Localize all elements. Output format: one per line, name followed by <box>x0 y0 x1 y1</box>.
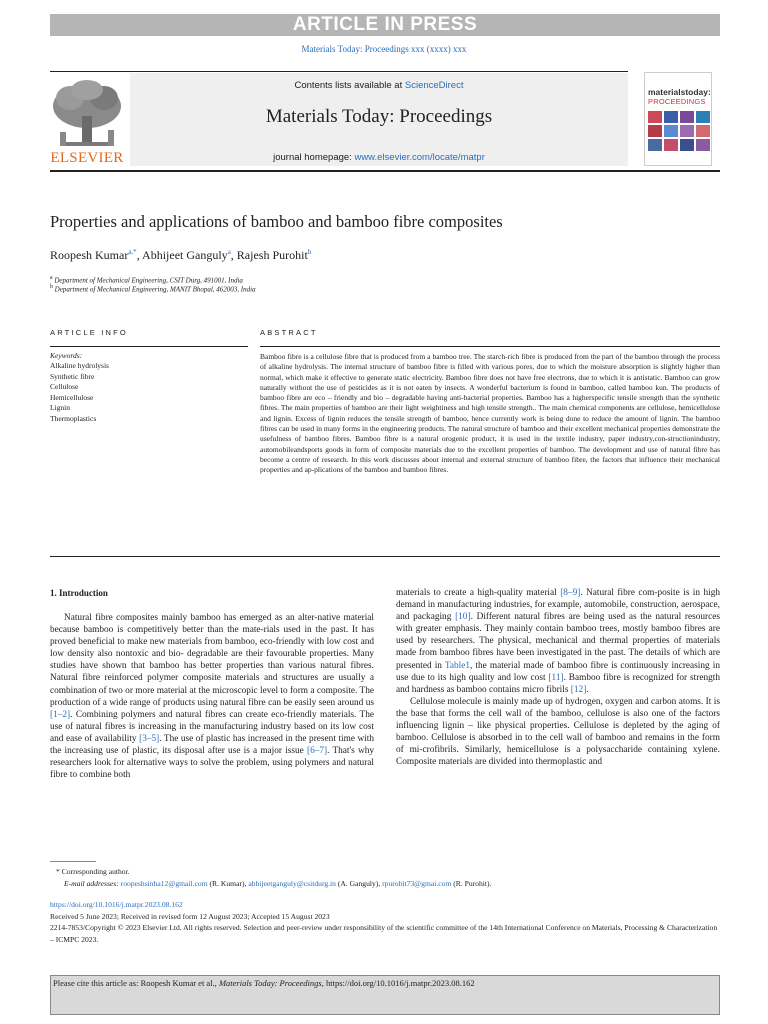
copyright-notice: 2214-7853/Copyright © 2023 Elsevier Ltd. All rights reserved. Selection and peer-review under responsibility of the scientific committee of the 14th International Conference on Materials, Processing & Characterization – ICMPC 2023. <box>50 923 718 944</box>
citation-link[interactable]: [12] <box>570 684 587 695</box>
abstract-rule <box>260 346 720 347</box>
author-name[interactable]: Rajesh Purohit <box>236 248 308 262</box>
cover-title-line: materialstoday: <box>648 87 711 97</box>
article-title: Properties and applications of bamboo and bamboo fibre composites <box>50 212 503 231</box>
keyword: Thermoplastics <box>50 413 97 423</box>
email-link[interactable]: rpurohit73@gmai.com <box>382 878 452 888</box>
article-in-press-banner: ARTICLE IN PRESS <box>50 14 720 36</box>
journal-cover-thumbnail[interactable] <box>644 72 712 166</box>
text-run: . Different natural fibres are being used as the natural resources with greater emphasis. They mainly contain bamboo trees, mostly bamboo fibres are used by researchers. The physical, mechanical and thermal properties of materials made from bamboo fibres have been investigated in the past. The details of which are presented in <box>396 612 720 671</box>
cite-prefix: Please cite this article as: Roopesh Kumar et al., <box>53 978 219 988</box>
paragraph <box>50 612 374 781</box>
citation-link[interactable]: [3–5] <box>139 733 160 744</box>
affil-text: Department of Mechanical Engineering, CSIT Durg, 491001, India <box>54 276 243 285</box>
section-title-introduction: 1. Introduction <box>50 588 108 598</box>
email-owner: (A. Ganguly), <box>335 878 383 888</box>
paragraph: Cellulose molecule is mainly made up of hydrogen, oxygen and carbon atoms. It is the base that forms the cell wall of the bamboo, cellulose is also one of the factors influencing lignin – like physical properties. Cellulose is depleted by the aging of bamboo. Cellulose is absorbed in to the cell wall of bamboo and remains in the form of mi-crofibrils. Similarly, hemicellulose is a polysaccharide containing xylene. Composite materials are divided into thermoplastic and <box>396 696 720 768</box>
citation-link[interactable]: [11] <box>548 672 564 683</box>
keyword: Synthetic fibre <box>50 371 95 381</box>
affil-sup: a <box>50 275 53 281</box>
text-run: . Combining polymers and natural fibres can create eco-friendly materials. The use of natural fibres is increasing in the manufacturing industry based on its low cost and ease of availability <box>50 709 374 744</box>
text-run: . The use of plastic has increased in the present time with the increasing use of plastic, its disposal after use is a major issue <box>50 733 374 757</box>
cite-journal: Materials Today: Proceedings <box>218 978 322 988</box>
body-column-right <box>396 587 720 768</box>
header-rule <box>50 71 628 72</box>
text-run: . Natural fibre com-posite is in high demand in manufacturing industries, for example, automobile, construction, aerospace, and packaging <box>396 588 721 623</box>
paragraph <box>396 587 720 696</box>
affiliation <box>50 275 720 284</box>
text-run: . Bamboo fibre is recognized for strength and hardness as bamboo contains micro fibrils <box>396 672 720 695</box>
received-dates: Received 5 June 2023; Received in revised form 12 August 2023; Accepted 15 August 2023 <box>50 911 330 921</box>
journal-homepage-line <box>130 152 628 163</box>
citation-link[interactable]: [6–7] <box>306 746 328 757</box>
citation-link[interactable]: [1–2] <box>50 709 71 720</box>
contents-prefix: Contents lists available at <box>294 80 405 91</box>
text-run: materials to create a high-quality material <box>396 588 561 598</box>
author-name[interactable]: Abhijeet Ganguly <box>142 248 228 262</box>
citation-link[interactable]: [10] <box>455 612 471 623</box>
table-link[interactable]: Table1 <box>444 660 471 671</box>
elsevier-wordmark[interactable]: ELSEVIER <box>50 150 124 166</box>
cover-image-grid <box>648 111 710 151</box>
affil-sup: b <box>50 284 53 290</box>
abstract-heading: ABSTRACT <box>260 328 318 337</box>
footnotes <box>50 866 720 889</box>
email-owner: (R. Purohit). <box>451 878 492 888</box>
journal-reference[interactable]: Materials Today: Proceedings xxx (xxxx) xxx <box>301 44 467 54</box>
homepage-prefix: journal homepage: <box>273 152 355 163</box>
cover-subtitle-line: PROCEEDINGS <box>648 97 706 106</box>
author-affil-sup[interactable]: a <box>227 248 231 256</box>
citation-link[interactable]: [8–9] <box>560 588 581 598</box>
email-addresses <box>50 878 720 890</box>
journal-homepage-link[interactable]: www.elsevier.com/locate/matpr <box>354 152 485 163</box>
keywords-label: Keywords: <box>50 351 83 360</box>
journal-title[interactable]: Materials Today: Proceedings <box>265 106 493 127</box>
footnote-rule <box>50 861 96 862</box>
email-label: E-mail addresses: <box>64 878 121 888</box>
author-name[interactable]: Roopesh Kumar <box>50 248 129 262</box>
keyword: Cellulose <box>50 382 79 391</box>
email-owner: (R. Kumar), <box>207 878 249 888</box>
abstract-bottom-rule <box>50 556 720 557</box>
sciencedirect-link[interactable]: ScienceDirect <box>404 80 464 91</box>
header-bottom-rule <box>50 170 720 172</box>
contents-available-line <box>130 80 628 91</box>
doi-link[interactable]: https://doi.org/10.1016/j.matpr.2023.08.162 <box>50 900 183 909</box>
author-affil-sup[interactable]: b <box>307 248 312 256</box>
cite-suffix[interactable]: , https://doi.org/10.1016/j.matpr.2023.08.162 <box>321 978 475 988</box>
email-link[interactable]: abhijeetganguly@csitdurg.in <box>248 878 336 888</box>
keyword: Alkaline hydrolysis <box>50 361 109 370</box>
email-link[interactable]: roopeshsinha12@gmail.com <box>120 878 208 888</box>
author-affil-sup[interactable]: a,* <box>128 248 137 256</box>
text-run: . That's why researchers look for alternative ways to solve the problem, using polymers and natural fibre to combine both <box>50 746 374 781</box>
affiliation <box>50 284 720 293</box>
affil-text: Department of Mechanical Engineering, MANIT Bhopal, 462003, India <box>54 285 256 294</box>
article-info-rule <box>50 346 248 347</box>
author-list: Roopesh Kumar$^{a,*}$, Abhijeet Ganguly$^a$, Rajesh Purohit$^b$ <box>50 248 312 262</box>
keyword: Hemicellulose <box>50 392 94 402</box>
text-run: Natural fibre composites mainly bamboo has emerged as an alter-native material because bamboo is competitively better than the mate-rials used in the past. It has proved beneficial to make new materials from bamboo, eco-friendly with low cost and low density also nontoxic and bio- degradable are their favourable properties. Many studies have shown that bamboo has better properties than various natural fibres. Natural fibre reinforced polymer composite materials and structures are usually a combination of two or more material at the microscopic level to form a composite. The production of a wide range of products using natural fibre can be easily seen around us <box>50 613 374 708</box>
keywords-list <box>50 361 109 424</box>
publication-info <box>50 899 720 945</box>
citation-text <box>53 978 717 988</box>
body-column-left <box>50 612 374 781</box>
article-info-heading: ARTICLE INFO <box>50 328 128 337</box>
text-run: , the material made of bamboo fibre is continuously increasing in use due to its high quality and low cost <box>396 660 720 683</box>
keyword: Lignin <box>50 403 70 412</box>
abstract-text: Bamboo fibre is a cellulose fibre that is produced from a bamboo tree. The starch-rich fibre is produced from the part of the bamboo through the process of alkaline hydrolysis. The internal structure of bamboo fibre is filled with various pores, due to which the moisture absorption is slightly higher than normal, which make it effective to generate static electricity. Bamboo fibre does not have free electrons, due to which it is antistatic. Bamboo can grow naturally without the use of pesticides as it is not eaten by insects. A wonderful bacterium is found in bamboo, called bamboo kun. The products of bamboo fibre are eco – friendly and bio – degradable having anti-bacterial properties. Bamboo has a higherspecific tensile strength than the synthetic fibres. The main properties of bamboo are their light weightiness and high tensile strength.. The main chemical components are cellulose, hemicellulose and lignin. Excess of lignin reduces the tensile strength of bamboo, hence currently work is being done to reduce the amount of lignin. The bamboo fibres can be used in many forms in the engineering products. The natural structure of bamboo and their excellent mechanical properties demonstrate the usefulness of bamboo fibres. Bamboo fibre is a natural orogenic product, it is used in the textile industry, paper industry,con-structionindustry, automobileandsports goods in form of composite materials due to the excellent properties of bamboo. The development and use of natural fibre has become a centre of research. In this work discusses about internal and external structure of bamboo fibre, the factors that influence their mechanical properties and ap-plications of the bamboo and bamboo fibres. <box>260 352 720 475</box>
text-run: . <box>586 684 589 695</box>
corresponding-author-note: * Corresponding author. <box>56 867 130 876</box>
